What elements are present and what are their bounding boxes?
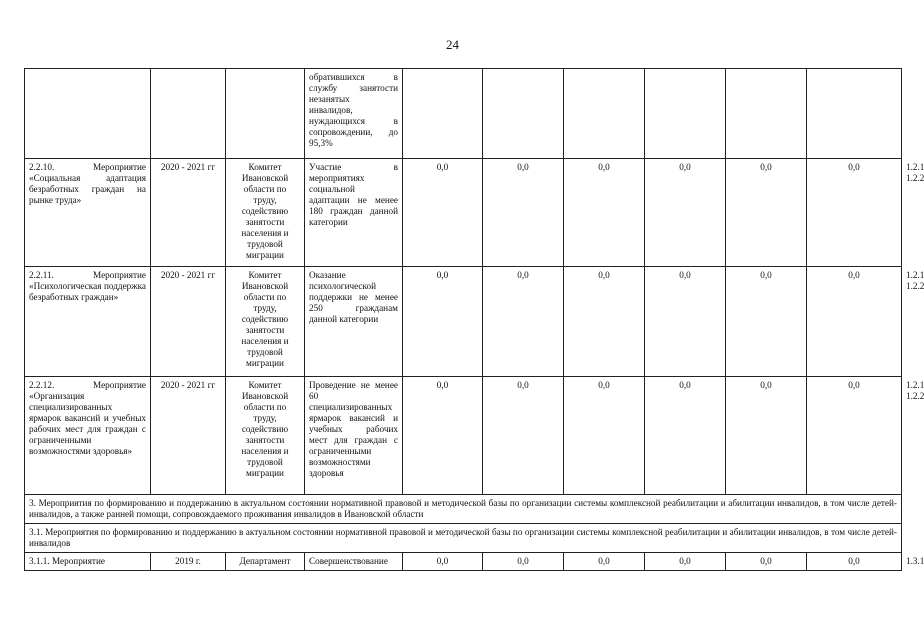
event-name-cell: 2.2.10. Мероприятие «Социальная адаптация безработных граждан на рынке труда» xyxy=(25,159,151,267)
section-row xyxy=(25,495,902,524)
table-row: 2.2.12. Мероприятие «Организация специализированных ярмарок вакансий и учебных рабочих мест для граждан с ограниченными возможностями здоровья» 2020 - 2021 гг Комитет Ивановской области по труду, содействию занятости населения и трудовой миграции Проведение не менее 60 специализированных ярмарок вакансий и учебных рабочих мест для граждан с ограниченными возможностями здоровья 0,0 0,0 0,0 0,0 0,0 0,0 1.2.1 1.2.2 xyxy=(25,377,902,495)
executor-line: содействию xyxy=(241,206,289,216)
value-cell: 0,0 xyxy=(483,377,564,495)
executor-cell xyxy=(226,159,305,267)
executor-cell xyxy=(226,377,305,495)
result-line: сопровождении, до xyxy=(309,127,398,137)
value-cell: 0,0 xyxy=(726,553,807,571)
executor-line: труду, xyxy=(253,413,277,423)
executor-cell: Департамент xyxy=(226,553,305,571)
executor-line: населения и xyxy=(241,228,289,238)
executor-line: Ивановской xyxy=(241,281,289,291)
result-line: социальной xyxy=(309,184,355,194)
table-row: 3.1.1. Мероприятие 2019 г. Департамент Совершенствование 0,0 0,0 0,0 0,0 0,0 0,0 1.3.1 xyxy=(25,553,902,571)
executor-line: миграции xyxy=(246,358,284,368)
value-cell: 0,0 xyxy=(726,267,807,377)
value-cell: 0,0 xyxy=(564,159,645,267)
value-cell: 0,0 xyxy=(483,267,564,377)
value-cell: 0,0 xyxy=(726,159,807,267)
result-line: Проведение не менее xyxy=(309,380,398,390)
expected-result-cell: Совершенствование xyxy=(305,553,403,571)
result-line: здоровья xyxy=(309,468,344,478)
result-line: специализированных xyxy=(309,402,393,412)
program-table xyxy=(24,68,924,571)
result-line: нуждающихся в xyxy=(309,116,398,126)
value-cell xyxy=(564,69,645,159)
executor-line: области по xyxy=(243,292,287,302)
value-cell: 0,0 xyxy=(645,267,726,377)
table-row xyxy=(25,69,902,159)
executor-line: области по xyxy=(243,184,287,194)
executor-line: населения и xyxy=(241,336,289,346)
result-line: возможностями xyxy=(309,457,371,467)
result-line: ярмарок вакансий и xyxy=(309,413,398,423)
value-cell: 0,0 xyxy=(807,377,902,495)
event-name-cell: 2.2.12. Мероприятие «Организация специализированных ярмарок вакансий и учебных рабочих мест для граждан с ограниченными возможностями здоровья» xyxy=(25,377,151,495)
result-line: Оказание xyxy=(309,270,346,280)
executor-line: трудовой xyxy=(247,239,283,249)
executor-line: трудовой xyxy=(247,347,283,357)
subsection-row xyxy=(25,524,902,553)
value-cell xyxy=(403,69,483,159)
value-cell: 0,0 xyxy=(403,553,483,571)
executor-line: Комитет xyxy=(248,270,282,280)
event-name-cell: 3.1.1. Мероприятие xyxy=(25,553,151,571)
period-cell: 2020 - 2021 гг xyxy=(151,377,226,495)
executor-line: области по xyxy=(243,402,287,412)
expected-result-cell xyxy=(305,159,403,267)
result-line: службу занятости xyxy=(309,83,398,93)
value-cell: 0,0 xyxy=(564,377,645,495)
period-cell: 2020 - 2021 гг xyxy=(151,159,226,267)
result-line: категории xyxy=(309,217,348,227)
period-cell xyxy=(151,69,226,159)
result-line: обратившихся в xyxy=(309,72,398,82)
value-cell: 0,0 xyxy=(403,377,483,495)
expected-result-cell xyxy=(305,377,403,495)
value-cell: 0,0 xyxy=(726,377,807,495)
result-line: мероприятиях xyxy=(309,173,365,183)
period-cell: 2020 - 2021 гг xyxy=(151,267,226,377)
executor-line: занятости xyxy=(245,435,285,445)
value-cell: 0,0 xyxy=(483,553,564,571)
value-cell: 0,0 xyxy=(807,159,902,267)
result-line: 180 граждан данной xyxy=(309,206,398,216)
result-line: поддержки не менее xyxy=(309,292,398,302)
result-line: 250 гражданам xyxy=(309,303,398,313)
value-cell: 0,0 xyxy=(403,267,483,377)
value-cell: 0,0 xyxy=(483,159,564,267)
result-line: инвалидов, xyxy=(309,105,353,115)
value-cell: 0,0 xyxy=(403,159,483,267)
executor-cell xyxy=(226,69,305,159)
expected-result-cell xyxy=(305,267,403,377)
executor-line: Комитет xyxy=(248,380,282,390)
value-cell xyxy=(726,69,807,159)
table-row: 2.2.11. Мероприятие «Психологическая поддержка безработных граждан» 2020 - 2021 гг Комитет Ивановской области по труду, содействию занятости населения и трудовой миграции Оказание психологической поддержки не менее 250 гражданам данной категории 0,0 0,0 0,0 0,0 0,0 0,0 1.2.1 1.2.2 xyxy=(25,267,902,377)
subsection-3-1-title: 3.1. Мероприятия по формированию и поддержанию в актуальном состоянии нормативной правовой и методической базы по организации системы комплексной реабилитации и абилитации инвалидов, в том числе детей-инвалидов xyxy=(25,524,902,553)
value-cell xyxy=(807,69,902,159)
period-cell: 2019 г. xyxy=(151,553,226,571)
executor-cell xyxy=(226,267,305,377)
value-cell: 0,0 xyxy=(645,159,726,267)
event-name-cell xyxy=(25,69,151,159)
result-line: 95,3% xyxy=(309,138,333,148)
executor-line: Ивановской xyxy=(241,173,289,183)
value-cell: 0,0 xyxy=(645,377,726,495)
executor-line: Ивановской xyxy=(241,391,289,401)
table-row: 2.2.10. Мероприятие «Социальная адаптация безработных граждан на рынке труда» 2020 - 2021 гг Комитет Ивановской области по труду, содействию занятости населения и трудовой миграции Участие в мероприятиях социальной адаптации не менее 180 граждан данной категории 0,0 0,0 0,0 0,0 0,0 0,0 1.2.1 1.2.2 xyxy=(25,159,902,267)
result-line: психологической xyxy=(309,281,377,291)
executor-line: населения и xyxy=(241,446,289,456)
executor-line: труду, xyxy=(253,303,277,313)
result-line: ограниченными xyxy=(309,446,372,456)
result-line: адаптации не менее xyxy=(309,195,398,205)
value-cell: 0,0 xyxy=(645,553,726,571)
result-line: 60 xyxy=(309,391,319,401)
value-cell: 0,0 xyxy=(564,553,645,571)
result-line: Участие в xyxy=(309,162,398,172)
executor-line: содействию xyxy=(241,314,289,324)
executor-line: труду, xyxy=(253,195,277,205)
page-number: 24 xyxy=(446,37,459,52)
executor-line: трудовой xyxy=(247,457,283,467)
value-cell xyxy=(483,69,564,159)
result-line: незанятых xyxy=(309,94,350,104)
executor-line: занятости xyxy=(245,325,285,335)
executor-line: занятости xyxy=(245,217,285,227)
event-name-cell: 2.2.11. Мероприятие «Психологическая поддержка безработных граждан» xyxy=(25,267,151,377)
result-line: мест для граждан с xyxy=(309,435,398,445)
result-line: учебных рабочих xyxy=(309,424,398,434)
expected-result-cell xyxy=(305,69,403,159)
executor-line: миграции xyxy=(246,468,284,478)
value-cell: 0,0 xyxy=(807,267,902,377)
value-cell: 0,0 xyxy=(807,553,902,571)
value-cell: 0,0 xyxy=(564,267,645,377)
value-cell xyxy=(645,69,726,159)
section-3-title: 3. Мероприятия по формированию и поддержанию в актуальном состоянии нормативной правовой и методической базы по организации системы комплексной реабилитации и абилитации инвалидов, в том числе детей-инвалидов, а также ранней помощи, сопровождаемого проживания инвалидов в Ивановской области xyxy=(25,495,902,524)
executor-line: Комитет xyxy=(248,162,282,172)
executor-line: содействию xyxy=(241,424,289,434)
result-line: данной категории xyxy=(309,314,379,324)
executor-line: миграции xyxy=(246,250,284,260)
